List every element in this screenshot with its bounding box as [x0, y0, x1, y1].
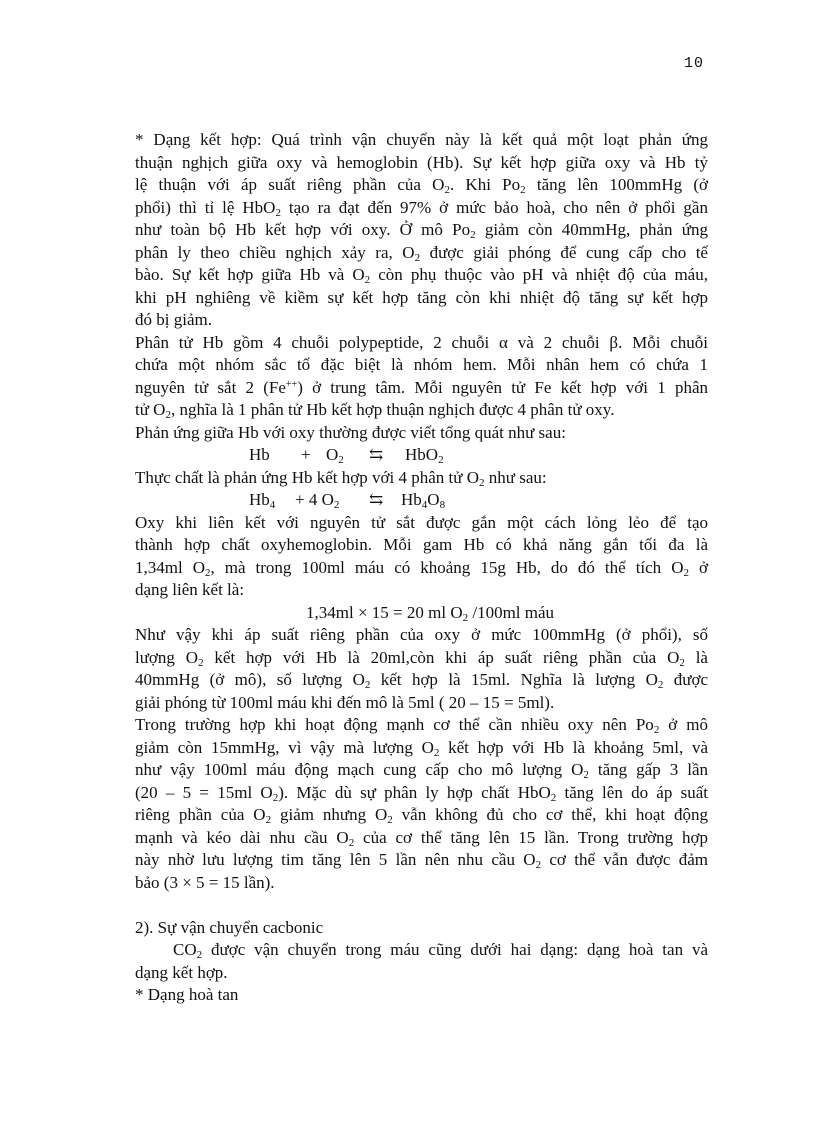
text-line: thuận nghịch giữa oxy và hemoglobin (Hb). Sự kết hợp giữa oxy và Hb tỷ [135, 152, 708, 172]
text-line: tử $O_2$, nghĩa là 1 phân tử Hb kết hợp thuận nghịch được 4 phân tử oxy. [135, 400, 615, 421]
text-line: này nhờ lưu lượng tim tăng lên 5 lần nên nhu cầu $O_2$ cơ thể vẫn được đảm [135, 850, 708, 871]
text-line: Thực chất là phản ứng Hb kết hợp với 4 phân tử $O_2$ như sau: [135, 467, 547, 489]
reversible-arrow-icon: ⇆ [369, 490, 384, 509]
text-line: nguyên tử sắt 2 (Fe++) ở trung tâm. Mỗi nguyên tử Fe kết hợp với 1 phân [135, 377, 708, 397]
text-line: (20 – 5 = 15ml $O_2$). Mặc dù sự phân ly hợp chất HbO$_2$ tăng lên do áp suất [135, 782, 708, 804]
formula-term: HbO$_2$ [405, 445, 444, 466]
subsection-heading: * Dạng hoà tan [135, 985, 239, 1004]
formula-term: $Hb_4$ [249, 490, 276, 511]
text-line: thành hợp chất oxyhemoglobin. Mỗi gam Hb có khả năng gắn tối đa là [135, 535, 708, 554]
formula-term: $O_2$ [326, 445, 344, 466]
section-heading: 2). Sự vận chuyển cacbonic [135, 917, 324, 937]
text-line: bảo (3 × 5 = 15 lần). [135, 872, 275, 892]
text-line: đó bị giảm. [135, 310, 212, 329]
text-line: riêng phần của $O_2$ giảm nhưng $O_2$ vẫn không đủ cho cơ thể, khi hoạt động [135, 805, 709, 826]
text-line: Như vậy khi áp suất riêng phần của oxy ở mức 100mmHg (ở phổi), số [135, 625, 708, 644]
text-line: giảm còn 15mmHg, vì vậy mà lượng $O_2$ kết hợp với Hb là khoảng 5ml, và [135, 737, 708, 759]
text-line: Trong trường hợp khi hoạt động mạnh cơ thể cần nhiều oxy nên $Po_2$ ở mô [135, 715, 709, 736]
paragraph-hb-structure [135, 332, 708, 445]
blank-line [135, 894, 708, 917]
text-line: như vậy 100ml máu động mạch cung cấp cho mô lượng $O_2$ tăng gấp 3 lần [135, 760, 708, 781]
text-line: khi pH nghiêng về kiềm sự kết hợp tăng còn khi nhiệt độ tăng sự kết hợp [135, 287, 708, 307]
text-line: $CO_2$ được vận chuyển trong máu cũng dưới hai dạng: dạng hoà tan và [173, 940, 708, 961]
text-line: bào. Sự kết hợp giữa Hb và $O_2$ còn phụ thuộc vào pH và nhiệt độ của máu, [135, 265, 708, 286]
paragraph-co2-transport [135, 939, 708, 984]
reversible-arrow-icon: ⇆ [369, 445, 384, 464]
text-line: 40mmHg (ở mô), số lượng $O_2$ kết hợp là 15ml. Nghĩa là lượng $O_2$ được [135, 670, 708, 691]
text-line: dạng liên kết là: [135, 580, 245, 599]
text-line: chứa một nhóm sắc tố đặc biệt là nhóm hem. Mỗi nhân hem có chứa 1 [135, 355, 708, 374]
page-number: 10 [684, 55, 705, 72]
text-line: giải phóng từ 100ml máu khi đến mô là 5ml ( 20 – 15 = 5ml). [135, 692, 555, 712]
text-line: phổi) thì tỉ lệ HbO$_2$ tạo ra đạt đến 97% ở mức bảo hoà, cho nên ở phổi gần [135, 197, 708, 219]
text-line: mạnh và kéo dài nhu cầu $O_2$ của cơ thể tăng lên 15 lần. Trong trường hợp [135, 827, 708, 849]
text-line: Phân tử Hb gồm 4 chuỗi polypeptide, 2 chuỗi α và 2 chuỗi β. Mỗi chuỗi [135, 332, 708, 352]
text-line: Oxy khi liên kết với nguyên tử sắt được gắn một cách lỏng lẻo để tạo [135, 512, 708, 532]
paragraph-partial-pressure [135, 624, 708, 714]
paragraph-exercise [135, 714, 708, 894]
formula-term: 1,34ml × 15 = 20 ml $O_2$ /100ml máu [306, 602, 555, 624]
formula-hb4-o2 [135, 489, 708, 512]
formula-term: Hb [249, 445, 270, 464]
text-line: dạng kết hợp. [135, 962, 228, 982]
text-line: Phản ứng giữa Hb với oxy thường được viết tổng quát như sau: [135, 422, 566, 442]
paragraph-bound-form [135, 129, 708, 332]
paragraph-oxyhemoglobin [135, 512, 708, 602]
formula-operator: + [301, 445, 311, 464]
formula-o2-volume [135, 602, 708, 625]
page-content [135, 129, 708, 1007]
formula-term: + 4 $O_2$ [295, 490, 340, 511]
text-line: như toàn bộ Hb kết hợp với oxy. Ở mô $Po_2$ giảm còn 40mmHg, phản ứng [135, 220, 708, 241]
text-line: lệ thuận với áp suất riêng phần của $O_2$. Khi $Po_2$ tăng lên 100mmHg (ở [135, 175, 708, 196]
text-line: phân ly theo chiều nghịch xảy ra, $O_2$ được giải phóng để cung cấp cho tế [135, 242, 708, 264]
text-line: 1,34ml $O_2$, mà trong 100ml máu có khoảng 15g Hb, do đó thể tích $O_2$ ở [135, 557, 708, 579]
text-line: * Dạng kết hợp: Quá trình vận chuyển này là kết quả một loạt phản ứng [135, 130, 708, 149]
formula-hb-o2 [135, 444, 708, 467]
text-line: lượng $O_2$ kết hợp với Hb là 20ml,còn khi áp suất riêng phần của $O_2$ là [135, 647, 708, 669]
formula-term: $Hb_4O_8$ [401, 490, 446, 511]
